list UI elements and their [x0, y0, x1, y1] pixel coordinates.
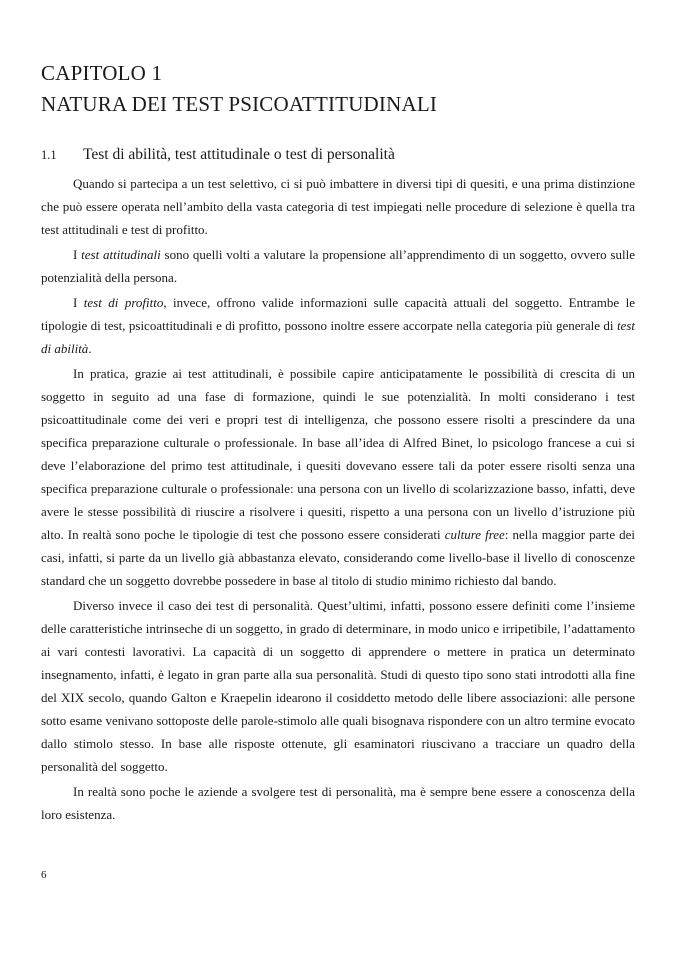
italic-term: test attitudinali — [81, 247, 161, 262]
paragraph — [41, 594, 635, 778]
paragraph-text: Quando si partecipa a un test selettivo, ci si può imbattere in diversi tipi di quesiti, e una prima distinzione che può essere operata nell’ambito della vasta categoria di test impiegati nelle procedure di selezione è quella tra test attitudinali e test di profitto. — [41, 176, 635, 237]
body-text — [41, 172, 635, 826]
paragraph — [41, 243, 635, 289]
section-heading — [41, 146, 641, 164]
chapter-label: CAPITOLO 1 — [41, 61, 163, 85]
paragraph-text: . — [88, 341, 92, 356]
paragraph-text: Diverso invece il caso dei test di personalità. Quest’ultimi, infatti, possono essere definiti come l’insieme delle caratteristiche intrinseche di un soggetto, in grado di determinare, in modo unico e irripetibile, l’adattamento ai vari contesti lavorativi. La capacità di un soggetto di apprendere o mettere in pratica un determinato insegnamento, infatti, è legato in gran parte alla sua personalità. Studi di questo tipo sono stati introdotti alla fine del XIX secolo, quando Galton e Kraepelin idearono il cosiddetto metodo delle libere associazioni: alle persone sotto esame venivano sottoposte delle parole-stimolo alle quali bisognava rispondere con un altro termine evocato dallo stimolo stesso. In base alle risposte ottenute, gli esaminatori riuscivano a tracciare un quadro della personalità del soggetto. — [41, 598, 635, 774]
chapter-title: NATURA DEI TEST PSICOATTITUDINALI — [41, 92, 438, 116]
paragraph-text: In realtà sono poche le aziende a svolgere test di personalità, ma è sempre bene essere a conoscenza della loro esistenza. — [41, 784, 635, 822]
italic-term: test di abilità — [41, 318, 635, 356]
section-title: Test di abilità, test attitudinale o test di personalità — [83, 146, 395, 163]
paragraph — [41, 172, 635, 241]
paragraph — [41, 362, 635, 592]
chapter-heading — [41, 58, 641, 120]
paragraph-text: I — [73, 295, 84, 310]
italic-term: test di profitto, — [83, 295, 167, 310]
paragraph-text: sono quelli volti a valutare la propensione all’apprendimento di un soggetto, ovvero sulle potenzialità della persona. — [41, 247, 635, 285]
paragraph-text: invece, offrono valide informazioni sulle capacità attuali del soggetto. Entrambe le tipologie di test, psicoattitudinali e di profitto, possono inoltre essere accorpate nella categoria più generale di — [41, 295, 635, 333]
paragraph-text: In pratica, grazie ai test attitudinali, è possibile capire anticipatamente le possibilità di crescita di un soggetto in seguito ad una fase di formazione, quindi le sue potenzialità. In molti considerano i test psicoattitudinale come dei veri e propri test di intelligenza, che possono essere risolti a prescindere da una specifica preparazione culturale o professionale. In base all’idea di Alfred Binet, lo psicologo francese a cui si deve l’elaborazione del primo test attitudinale, i quesiti dovevano essere tali da poter essere risolti senza una specifica preparazione culturale o professionale: una persona con un livello di scolarizzazione basso, infatti, deve avere le stesse possibilità di riuscire a risolvere i quesiti, rispetto a una persona con un livello d’istruzione più alto. In realtà sono poche le tipologie di test che possono essere considerati — [41, 366, 635, 542]
paragraph-text: : nella maggior parte dei casi, infatti, si parte da un livello già abbastanza elevato, considerando come livello-base il livello di conoscenze standard che un soggetto dovrebbe possedere in base al titolo di studio minimo richiesto dal bando. — [41, 527, 636, 588]
paragraph — [41, 780, 635, 826]
paragraph — [41, 291, 635, 360]
italic-term: culture free — [444, 527, 505, 542]
page-number: 6 — [41, 869, 47, 881]
section-number: 1.1 — [41, 148, 57, 162]
paragraph-text: I — [73, 247, 82, 262]
